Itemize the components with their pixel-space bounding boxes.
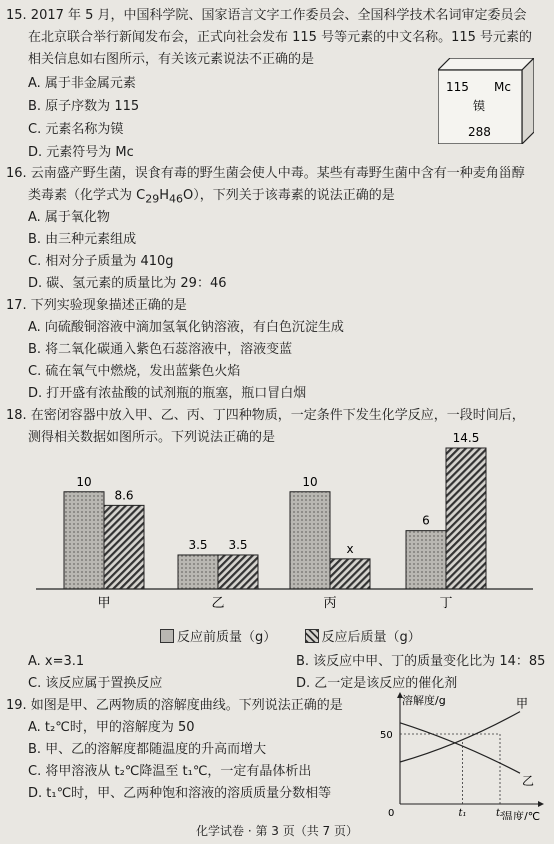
q17-option-c: C. 硫在氧气中燃烧，发出蓝紫色火焰: [28, 364, 241, 379]
bar-丁-before: [406, 531, 446, 589]
q16-option-a: A. 属于氧化物: [28, 210, 110, 225]
q16-stem-line1: 16. 云南盛产野生菌，误食有毒的野生菌会使人中毒。某些有毒野生菌中含有一种麦角甾醇: [6, 166, 525, 181]
bar-label-丁-before: 6: [422, 513, 430, 528]
q15-stem-line2: 在北京联合举行新闻发布会，正式向社会发布 115 号等元素的中文名称。115 号元素的: [28, 30, 533, 45]
element-name: 镆: [473, 99, 486, 113]
x-tick-t1: t₁: [458, 808, 467, 819]
q17-stem: 17. 下列实验现象描述正确的是: [6, 298, 187, 313]
legend-after-swatch: [305, 629, 319, 643]
q19-option-b: B. 甲、乙的溶解度都随温度的升高而增大: [28, 742, 267, 757]
curve-甲: [400, 712, 520, 762]
q18-option-a: A. x=3.1: [28, 654, 85, 669]
q16-stem-line2: 类毒素（化学式为 $C_{29}H_{46}O$），下列关于该毒素的说法正确的是: [28, 188, 395, 206]
legend-after-label: 反应后质量（g）: [321, 630, 421, 645]
q16-option-b: B. 由三种元素组成: [28, 232, 137, 247]
x-axis-label: 温度/℃: [502, 810, 541, 820]
q18-option-b: B. 该反应中甲、丁的质量变化比为 14：85: [296, 654, 546, 669]
q19-option-a: A. t₂℃时，甲的溶解度为 50: [28, 720, 195, 735]
curve-乙: [400, 723, 520, 773]
bar-乙-after: [218, 555, 258, 589]
y-tick-50: 50: [380, 730, 393, 741]
bar-label-甲-after: 8.6: [114, 488, 134, 503]
bar-label-丁-after: 14.5: [452, 431, 480, 445]
element-card: [438, 58, 534, 144]
bar-丙-before: [290, 492, 330, 589]
bar-乙-before: [178, 555, 218, 589]
origin-label: 0: [388, 808, 395, 819]
q15-stem-line1: 15. 2017 年 5 月，中国科学院、国家语言文字工作委员会、全国科学技术名词审定委员会: [6, 8, 527, 23]
bar-丁-after: [446, 448, 486, 589]
category-label-丁: 丁: [439, 596, 453, 611]
q16-option-c: C. 相对分子质量为 410g: [28, 254, 174, 269]
bar-label-丙-before: 10: [302, 474, 318, 489]
q18-option-d: D. 乙一定是该反应的催化剂: [296, 676, 458, 691]
q15-option-b: B. 原子序数为 115: [28, 99, 140, 114]
element-symbol: Mc: [494, 80, 511, 94]
legend-before-swatch: [160, 629, 174, 643]
q15-stem-line3: 相关信息如右图所示，有关该元素说法不正确的是: [28, 52, 315, 67]
y-axis-label: 溶解度/g: [402, 694, 446, 707]
category-label-丙: 丙: [323, 596, 337, 611]
bar-label-丙-after: x: [346, 541, 354, 556]
q19-option-c: C. 将甲溶液从 t₂℃降温至 t₁℃，一定有晶体析出: [28, 764, 312, 779]
bar-label-乙-before: 3.5: [188, 537, 208, 552]
q18-stem-line2: 测得相关数据如图所示。下列说法正确的是: [28, 430, 276, 445]
q18-option-c: C. 该反应属于置换反应: [28, 676, 163, 691]
q15-option-a: A. 属于非金属元素: [28, 76, 136, 91]
q17-option-d: D. 打开盛有浓盐酸的试剂瓶的瓶塞，瓶口冒白烟: [28, 386, 307, 401]
bar-label-乙-after: 3.5: [228, 537, 248, 552]
bar-甲-after: [104, 505, 144, 589]
bar-label-甲-before: 10: [76, 474, 92, 489]
solubility-chart: [368, 692, 550, 820]
element-number: 115: [446, 80, 469, 94]
q17-option-b: B. 将二氧化碳通入紫色石蕊溶液中，溶液变蓝: [28, 342, 293, 357]
curve-label-甲: 甲: [516, 696, 529, 711]
q19-stem: 19. 如图是甲、乙两物质的溶解度曲线。下列说法正确的是: [6, 698, 343, 713]
page-footer: 化学试卷 · 第 3 页（共 7 页）: [196, 824, 358, 838]
q19-option-d: D. t₁℃时，甲、乙两种饱和溶液的溶质质量分数相等: [28, 786, 332, 801]
bar-丙-after: [330, 559, 370, 589]
legend-before-label: 反应前质量（g）: [177, 630, 277, 645]
element-mass: 288: [468, 125, 491, 139]
mass-bar-chart: [28, 418, 538, 630]
curve-label-乙: 乙: [522, 774, 535, 789]
q18-stem-line1: 18. 在密闭容器中放入甲、乙、丙、丁四种物质，一定条件下发生化学反应，一段时间后，: [6, 408, 525, 423]
q15-option-d: D. 元素符号为 Mc: [28, 145, 134, 160]
q15-option-c: C. 元素名称为镆: [28, 122, 124, 137]
q17-option-a: A. 向硫酸铜溶液中滴加氢氧化钠溶液，有白色沉淀生成: [28, 320, 344, 335]
q16-option-d: D. 碳、氢元素的质量比为 29：46: [28, 276, 227, 291]
x-axis-arrow: [538, 801, 544, 807]
bar-chart-legend: [160, 626, 421, 645]
category-label-乙: 乙: [211, 596, 225, 611]
bar-甲-before: [64, 492, 104, 589]
category-label-甲: 甲: [97, 596, 111, 611]
x-tick-t2: t₂: [496, 808, 505, 819]
